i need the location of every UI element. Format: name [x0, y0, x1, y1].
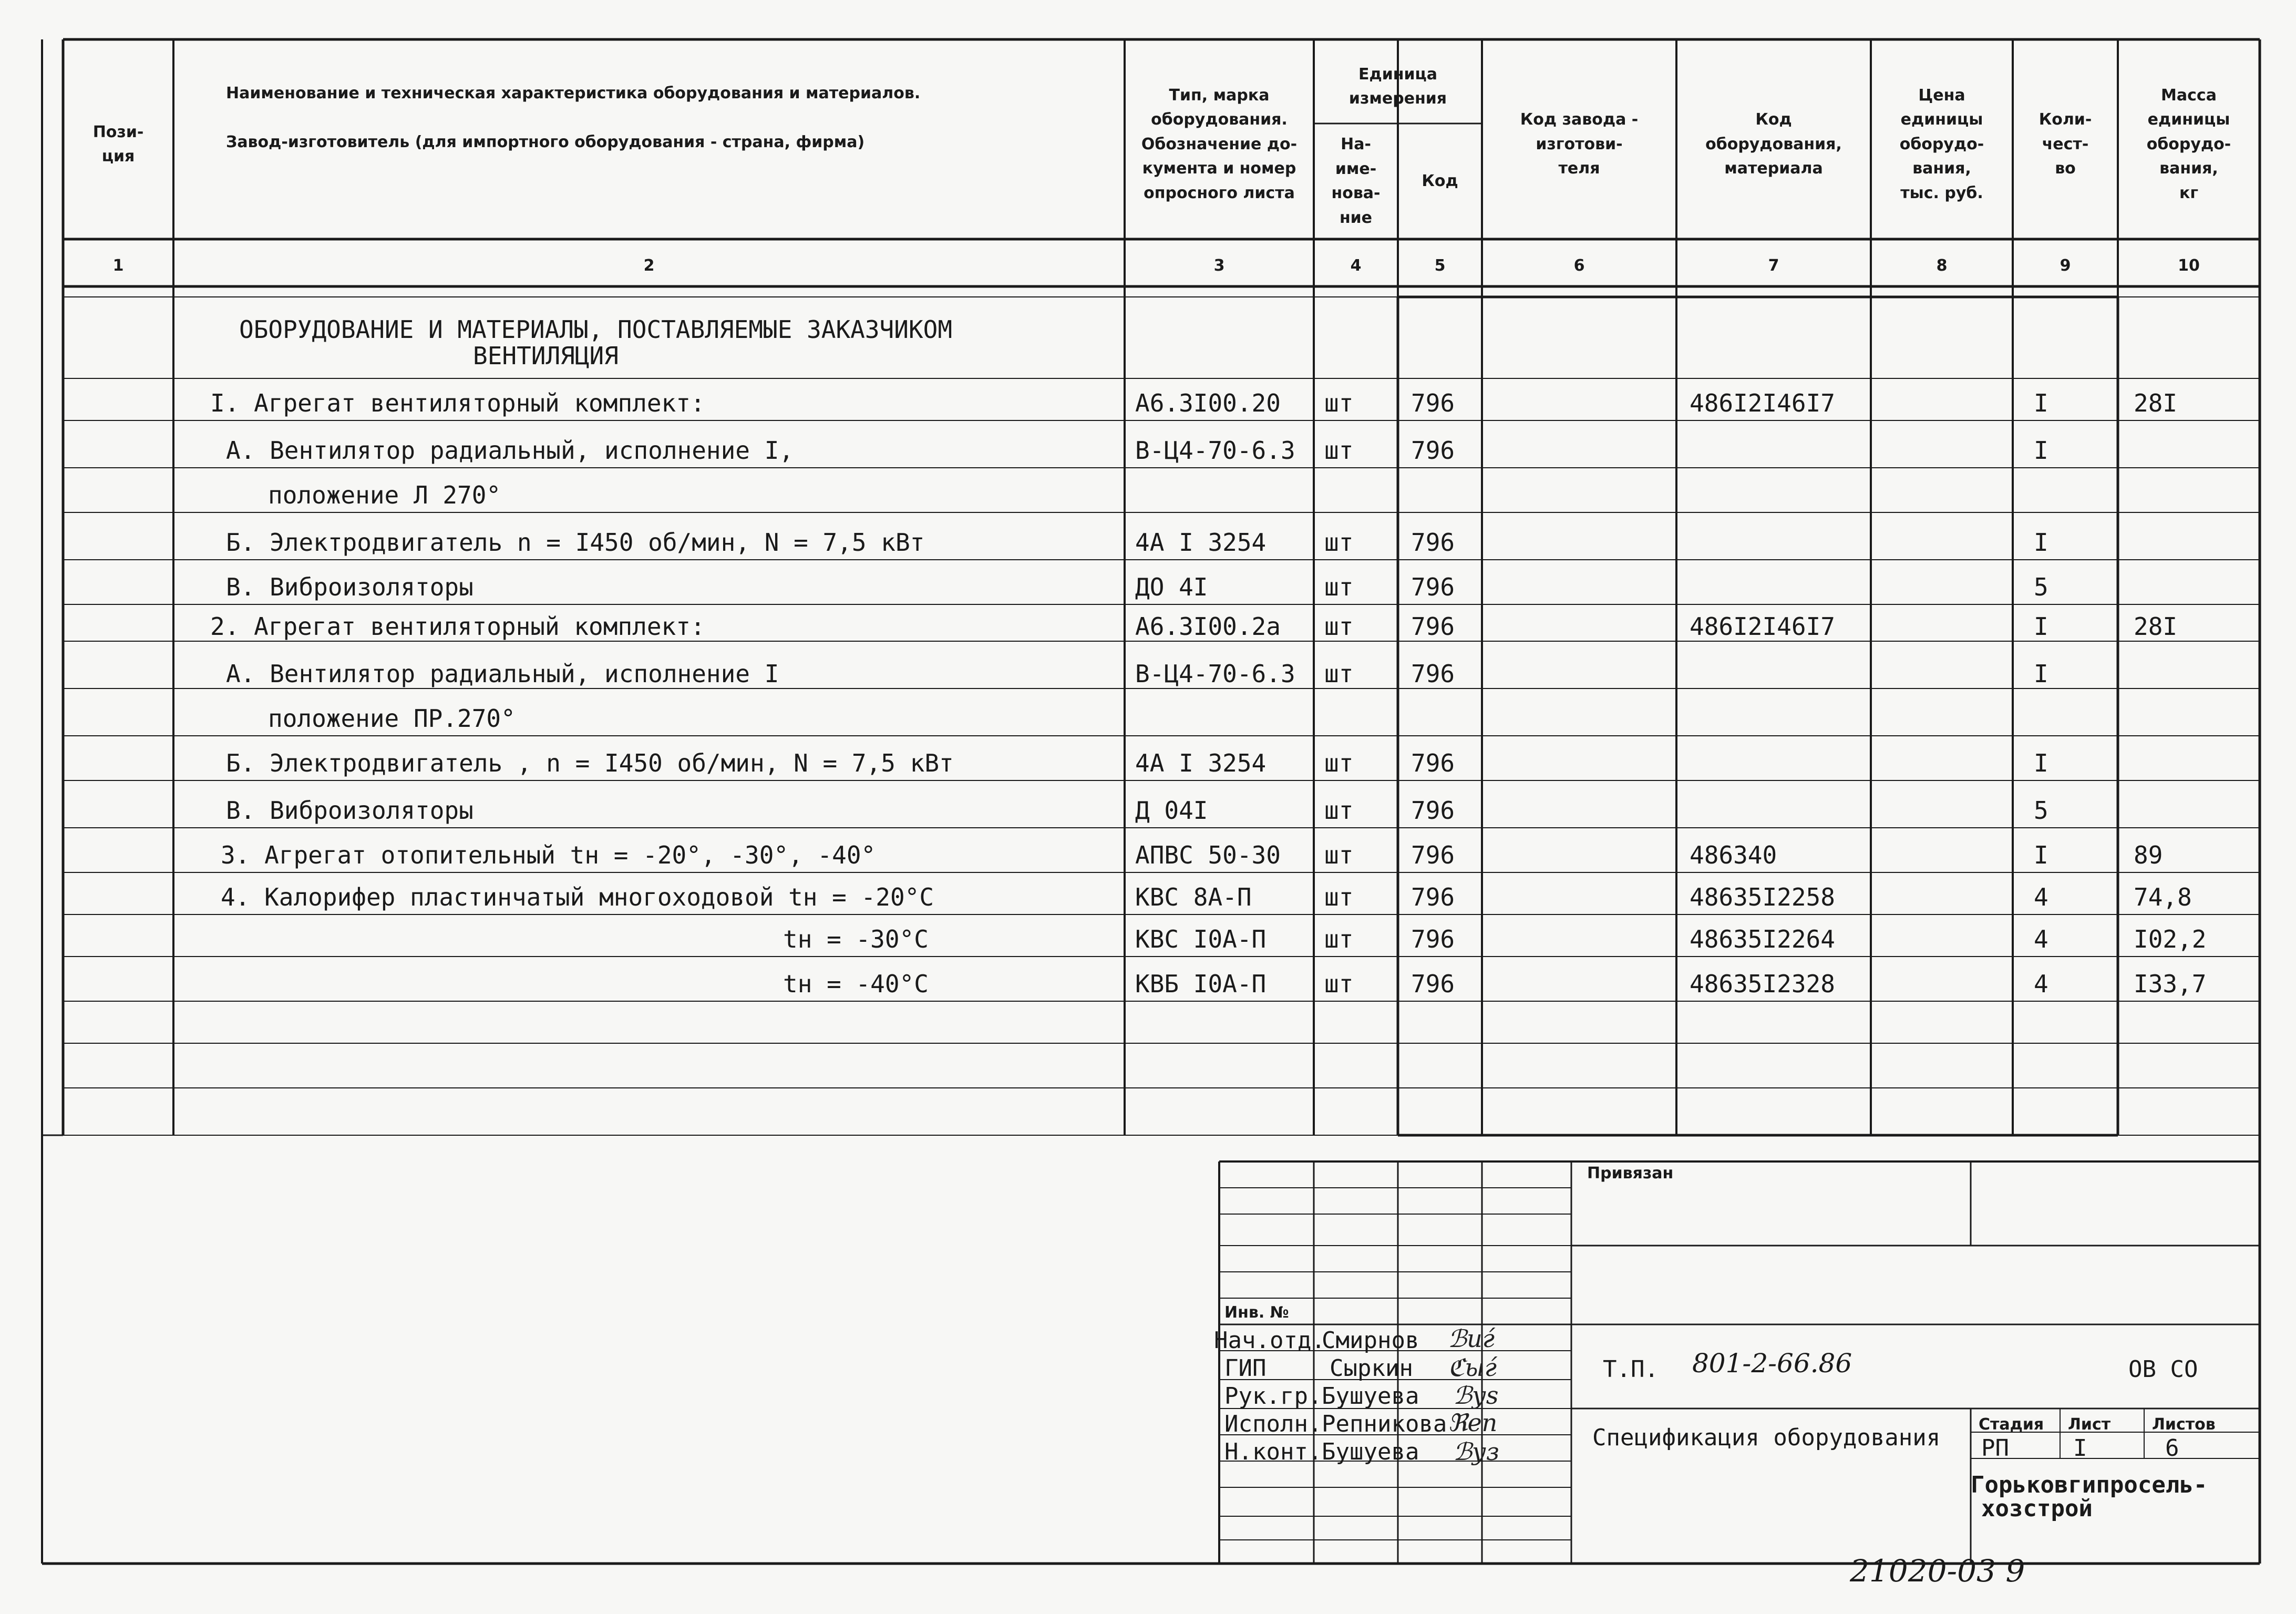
person-name: Смирнов	[1322, 1327, 1419, 1354]
row-type: А6.3I00.20	[1135, 389, 1281, 417]
row-code: 796	[1411, 573, 1455, 601]
row-code: 796	[1411, 612, 1455, 641]
row-type: А6.3I00.2а	[1135, 612, 1281, 641]
row-unit: шт	[1324, 749, 1354, 777]
row-type: 4А I 3254	[1135, 528, 1267, 557]
project-label: Т.П.	[1603, 1356, 1659, 1383]
row-eqcode: 48635I2264	[1690, 925, 1835, 953]
row-name: В. Виброизоляторы	[226, 573, 473, 601]
col-number: 7	[1768, 256, 1779, 275]
signature: ℬуѕ	[1453, 1381, 1499, 1410]
row-name: А. Вентилятор радиальный, исполнение I,	[226, 436, 794, 465]
col-number: 8	[1936, 256, 1948, 275]
header-unit-code: Код	[1422, 171, 1458, 190]
col-number: 4	[1350, 256, 1362, 275]
row-qty: I	[2034, 660, 2048, 688]
row-name: 3. Агрегат отопительный tн = -20°, -30°, -40°	[221, 841, 876, 869]
sheets-value: 6	[2165, 1435, 2179, 1462]
row-qty: 4	[2034, 925, 2048, 953]
organization-name: Горьковгипросель-	[1971, 1472, 2208, 1498]
row-code: 796	[1411, 389, 1455, 417]
row-type: КВС I0А-П	[1135, 925, 1267, 953]
row-qty: 5	[2034, 796, 2048, 825]
header-name: Наименование и техническая характеристика оборудования и материалов. Завод-изготовитель (для импортного оборудования - страна, фирма)	[226, 84, 921, 152]
row-mass: 28I	[2134, 389, 2178, 417]
row-unit: шт	[1324, 883, 1354, 911]
header-equipment-code: Код оборудования, материала	[1705, 110, 1842, 178]
row-code: 796	[1411, 883, 1455, 911]
row-type: Д 04I	[1135, 796, 1208, 825]
row-name: 4. Калорифер пластинчатый многоходовой tн = -20°С	[221, 883, 934, 911]
col-number: 9	[2060, 256, 2071, 275]
role-label: Н.конт.	[1224, 1438, 1322, 1465]
header-factory-code: Код завода - изготови- теля	[1520, 110, 1639, 178]
header-price: Цена единицы оборудо- вания, тыс. руб.	[1899, 86, 1984, 202]
row-qty: I	[2034, 528, 2048, 557]
row-mass: 89	[2134, 841, 2163, 869]
row-qty: 4	[2034, 883, 2048, 911]
row-unit: шт	[1324, 436, 1354, 465]
row-code: 796	[1411, 841, 1455, 869]
row-unit: шт	[1324, 389, 1354, 417]
row-code: 796	[1411, 796, 1455, 825]
person-name: Репникова	[1322, 1411, 1447, 1437]
role-label: Исполн.	[1224, 1411, 1322, 1437]
row-name: ВЕНТИЛЯЦИЯ	[473, 342, 619, 370]
col-number: 6	[1573, 256, 1585, 275]
row-code: 796	[1411, 925, 1455, 953]
row-qty: I	[2034, 436, 2048, 465]
signature: ℬуз	[1453, 1437, 1499, 1466]
row-name: 2. Агрегат вентиляторный комплект:	[210, 612, 705, 641]
person-name: Сыркин	[1330, 1355, 1413, 1382]
row-type: В-Ц4-70-6.3	[1135, 436, 1295, 465]
row-type: АПВС 50-30	[1135, 841, 1281, 869]
col-number: 3	[1213, 256, 1225, 275]
stage-label: Стадия	[1979, 1415, 2044, 1434]
col-number: 10	[2178, 256, 2200, 275]
row-eqcode: 486340	[1690, 841, 1777, 869]
row-qty: I	[2034, 612, 2048, 641]
header-mass: Масса единицы оборудо- вания, кг	[2146, 86, 2231, 202]
row-code: 796	[1411, 749, 1455, 777]
row-name: tн = -30°С	[783, 925, 929, 953]
row-eqcode: 486I2I46I7	[1690, 612, 1835, 641]
row-qty: 4	[2034, 970, 2048, 998]
row-unit: шт	[1324, 841, 1354, 869]
person-name: Бушуева	[1322, 1383, 1419, 1410]
stage-value: РП	[1981, 1435, 2009, 1462]
row-unit: шт	[1324, 796, 1354, 825]
col-number: 2	[643, 256, 655, 275]
row-eqcode: 48635I2258	[1690, 883, 1835, 911]
row-qty: I	[2034, 841, 2048, 869]
row-type: В-Ц4-70-6.3	[1135, 660, 1295, 688]
row-eqcode: 486I2I46I7	[1690, 389, 1835, 417]
role-label: Нач.отд.	[1214, 1327, 1325, 1354]
header-unit-name: На- име- нова- ние	[1331, 135, 1381, 227]
row-code: 796	[1411, 970, 1455, 998]
row-name: tн = -40°С	[783, 970, 929, 998]
document-title: Спецификация оборудования	[1592, 1424, 1941, 1451]
row-mass: I02,2	[2134, 925, 2207, 953]
inventory-number-label: Инв. №	[1224, 1303, 1289, 1322]
row-type: 4А I 3254	[1135, 749, 1267, 777]
document-mark: ОВ СО	[2128, 1356, 2198, 1383]
row-unit: шт	[1324, 970, 1354, 998]
organization-name: хозстрой	[1981, 1495, 2093, 1522]
header-unit: Единица измерения	[1348, 65, 1447, 108]
row-code: 796	[1411, 436, 1455, 465]
row-type: ДО 4I	[1135, 573, 1208, 601]
row-eqcode: 48635I2328	[1690, 970, 1835, 998]
signature: ℭыѓ	[1448, 1353, 1497, 1382]
col-number: 1	[112, 256, 124, 275]
row-code: 796	[1411, 660, 1455, 688]
header-quantity: Коли- чест- во	[2038, 110, 2092, 178]
row-name: I. Агрегат вентиляторный комплект:	[210, 389, 705, 417]
signature: ℜеп	[1448, 1409, 1498, 1437]
row-qty: I	[2034, 389, 2048, 417]
role-label: ГИП	[1224, 1355, 1267, 1382]
row-name: положение Л 270°	[268, 481, 501, 509]
row-unit: шт	[1324, 660, 1354, 688]
row-name: В. Виброизоляторы	[226, 796, 473, 825]
sheet-label: Лист	[2068, 1415, 2111, 1434]
row-qty: 5	[2034, 573, 2048, 601]
col-number: 5	[1434, 256, 1446, 275]
row-name: положение ПР.270°	[268, 704, 516, 733]
row-type: КВС 8А-П	[1135, 883, 1252, 911]
row-type: КВБ I0А-П	[1135, 970, 1267, 998]
row-mass: 74,8	[2134, 883, 2192, 911]
row-unit: шт	[1324, 573, 1354, 601]
row-name: ОБОРУДОВАНИЕ И МАТЕРИАЛЫ, ПОСТАВЛЯЕМЫЕ ЗАКАЗЧИКОМ	[239, 315, 953, 344]
sheet-value: I	[2073, 1435, 2087, 1462]
header-position: Пози- ция	[92, 122, 144, 166]
attached-label: Привязан	[1587, 1164, 1674, 1183]
project-number: 801-2-66.86	[1692, 1348, 1852, 1379]
row-name: Б. Электродвигатель , n = I450 об/мин, N = 7,5 кВт	[226, 749, 954, 777]
sheets-label: Листов	[2152, 1415, 2216, 1434]
row-code: 796	[1411, 528, 1455, 557]
row-mass: 28I	[2134, 612, 2178, 641]
row-unit: шт	[1324, 925, 1354, 953]
archive-code: 21020-03 9	[1850, 1553, 2025, 1589]
signature: ℬиѓ	[1448, 1324, 1495, 1353]
row-qty: I	[2034, 749, 2048, 777]
role-label: Рук.гр.	[1224, 1383, 1322, 1410]
row-unit: шт	[1324, 528, 1354, 557]
row-name: Б. Электродвигатель n = I450 об/мин, N = 7,5 кВт	[226, 528, 925, 557]
row-unit: шт	[1324, 612, 1354, 641]
person-name: Бушуева	[1322, 1438, 1419, 1465]
header-type: Тип, марка оборудования. Обозначение до- кумента и номер опросного листа	[1141, 86, 1298, 202]
row-mass: I33,7	[2134, 970, 2207, 998]
row-name: А. Вентилятор радиальный, исполнение I	[226, 660, 779, 688]
